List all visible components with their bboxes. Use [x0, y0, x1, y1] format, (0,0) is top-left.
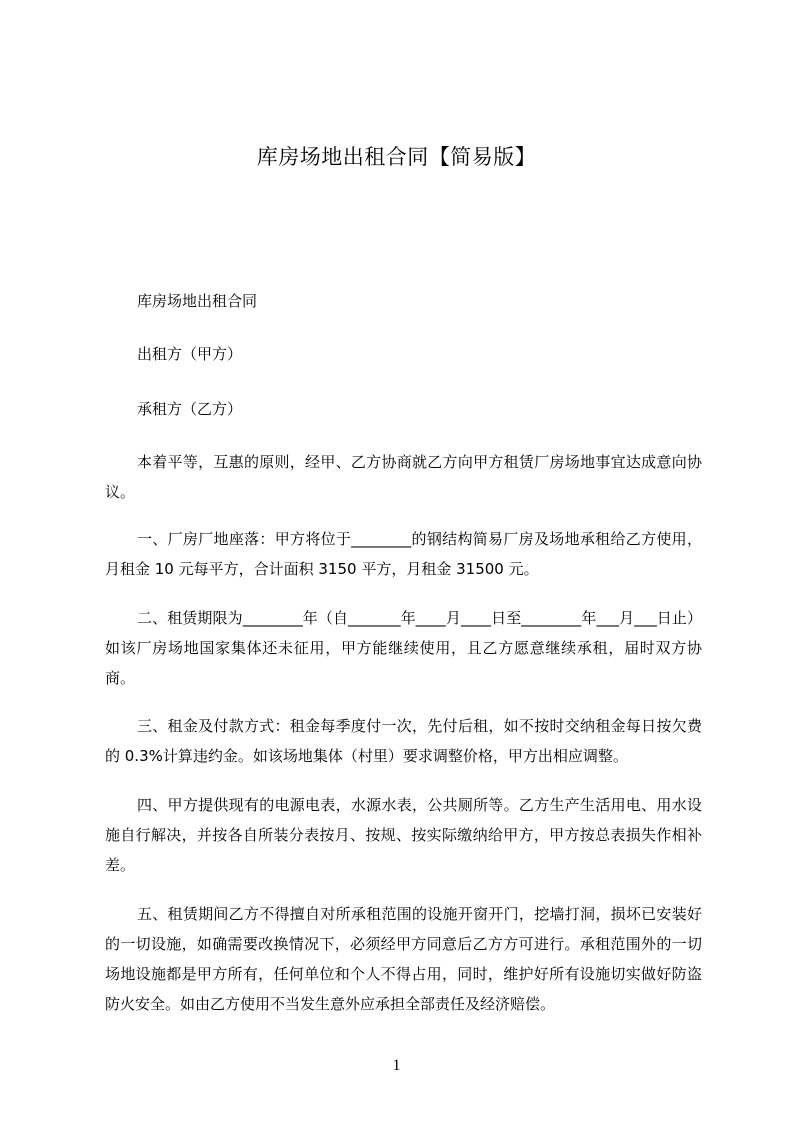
clause-4-utilities: 四、甲方提供现有的电源电表，水源水表，公共厕所等。乙方生产生活用电、用水设施自行解决，并按各自所装分表按月、按规、按实际缴纳给甲方，甲方按总表损失作相补差。 — [105, 796, 702, 874]
paragraph-lessor: 出租方（甲方） — [137, 345, 243, 363]
document-title: 库房场地出租合同【简易版】 — [256, 145, 537, 169]
paragraph-contract-name: 库房场地出租合同 — [137, 292, 258, 310]
clause-3-payment: 三、租金及付款方式：租金每季度付一次，先付后租，如不按时交纳租金每日按欠费的 0.3%计算违约金。如该场地集体（村里）要求调整价格，甲方出相应调整。 — [105, 717, 702, 765]
page-number: 1 — [392, 1057, 401, 1074]
clause-2-term: 二、租赁期限为________年（自_______年____月____日至________年___月___日止）如该厂房场地国家集体还未征用，甲方能继续使用，且乙方愿意继续承租，届时双方协商。 — [105, 609, 702, 687]
paragraph-preamble: 本着平等，互惠的原则，经甲、乙方协商就乙方向甲方租赁厂房场地事宜达成意向协议。 — [105, 453, 702, 501]
clause-5-facilities: 五、租赁期间乙方不得擅自对所承租范围的设施开窗开门，挖墙打洞，损坏已安装好的一切设施，如确需要改换情况下，必须经甲方同意后乙方方可进行。承租范围外的一切场地设施都是甲方所有，任何单位和个人不得占用，同时，维护好所有设施切实做好防盗防火安全。如由乙方使用不当发生意外应承担全部责任及经济赔偿。 — [105, 905, 702, 1013]
clause-1-location: 一、厂房厂地座落：甲方将位于________的钢结构简易厂房及场地承租给乙方使用，月租金 10 元每平方，合计面积 3150 平方，月租金 31500 元。 — [105, 530, 702, 578]
paragraph-lessee: 承租方（乙方） — [137, 400, 243, 418]
